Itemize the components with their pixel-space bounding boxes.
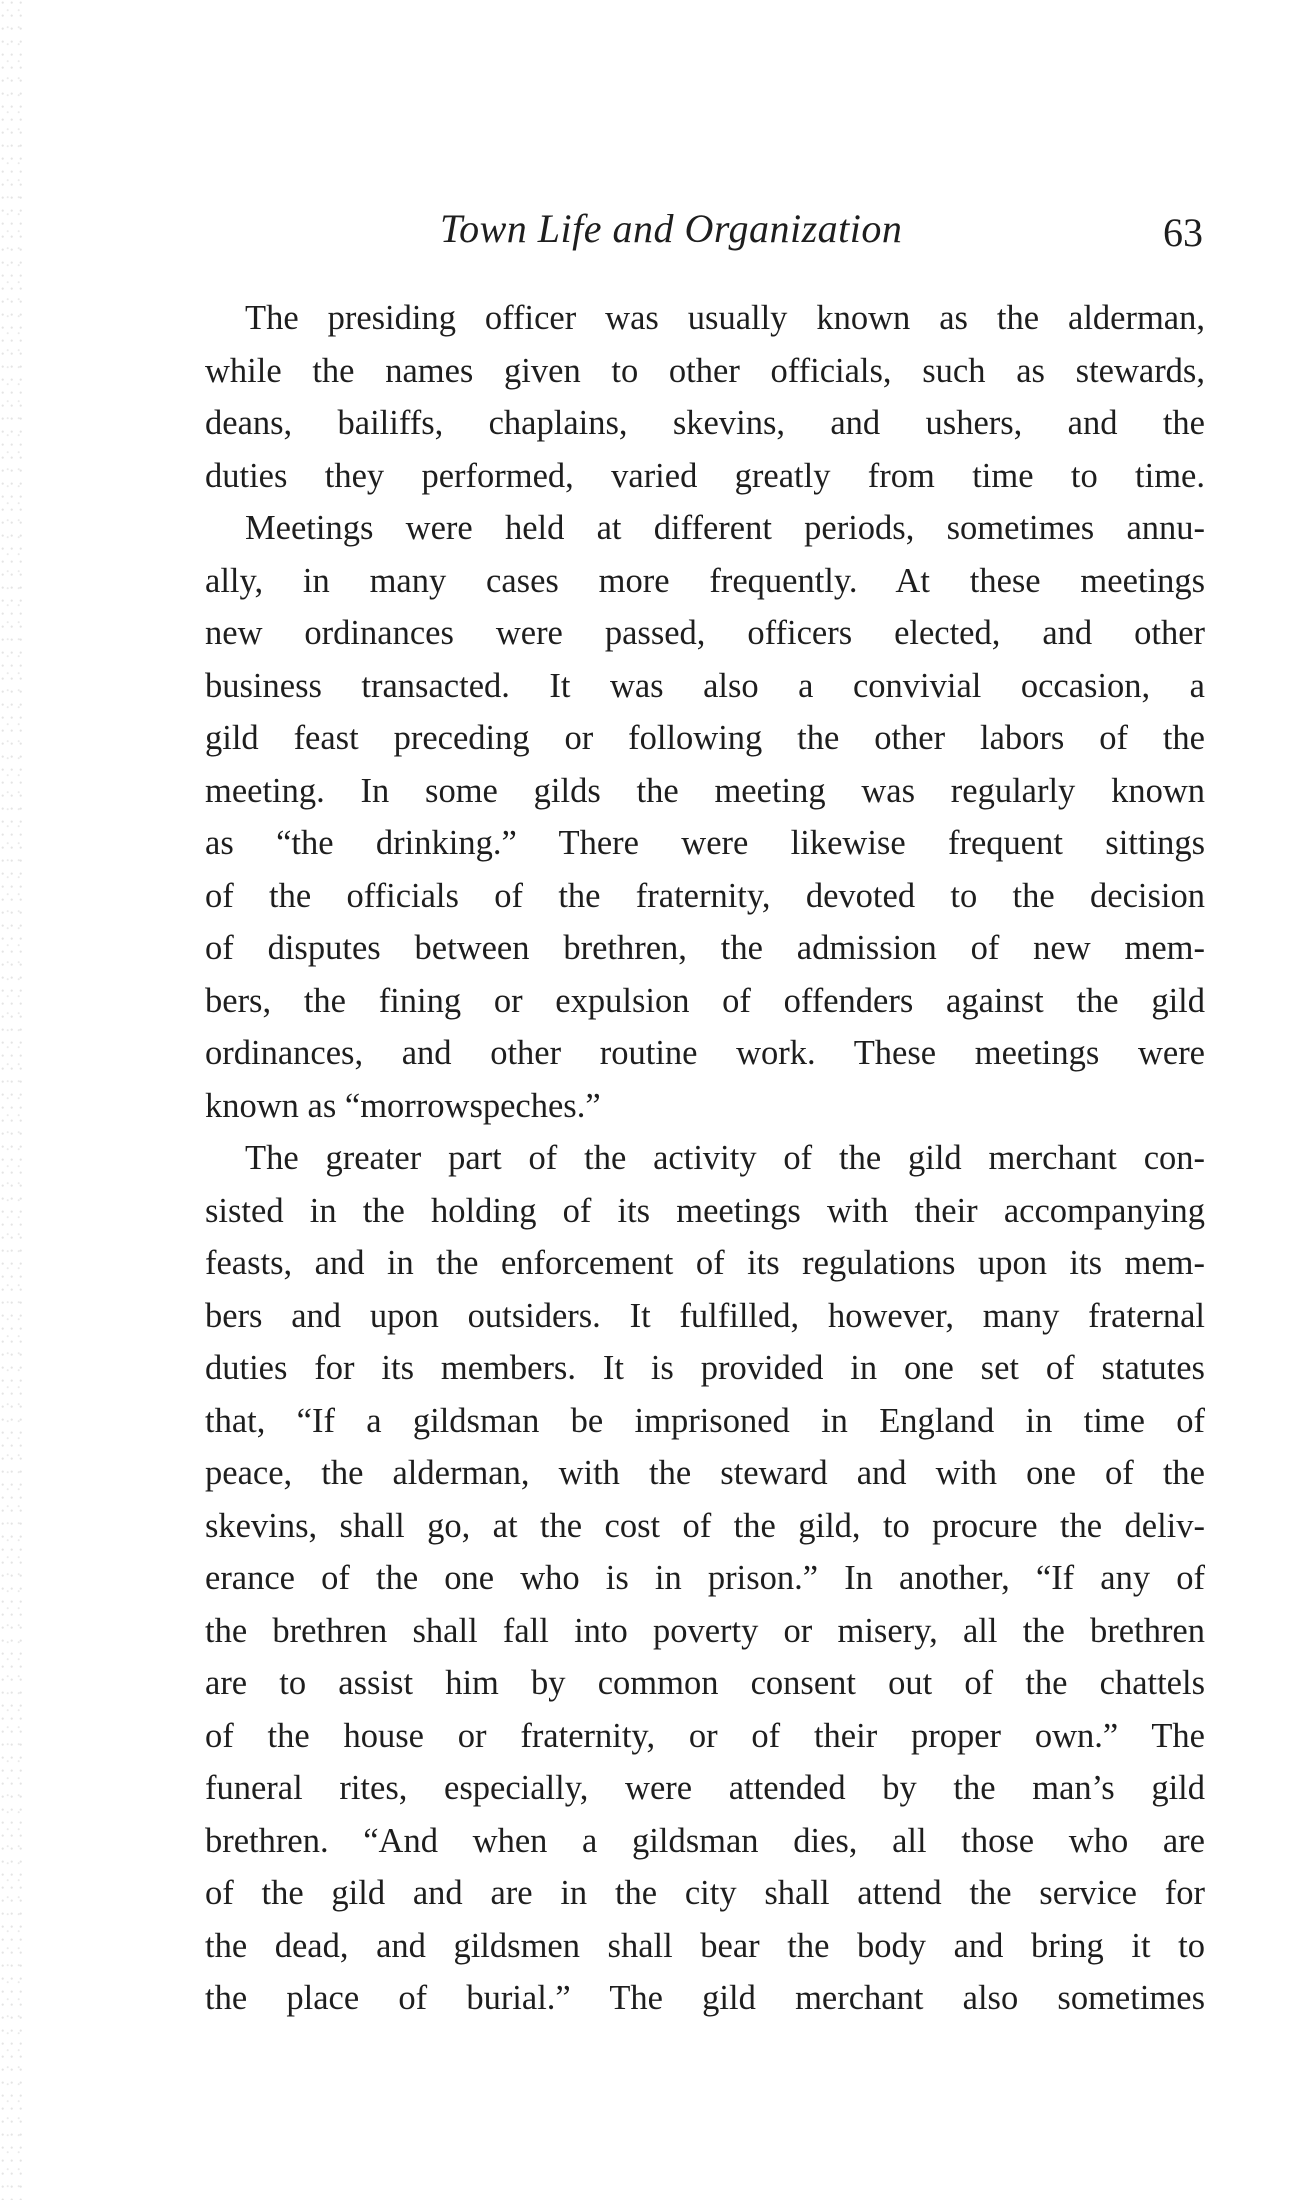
text-line: brethren. “And when a gildsman dies, all those who are: [205, 1821, 1205, 1860]
text-line: as “the drinking.” There were likewise frequent sittings: [205, 824, 1205, 862]
text-line: skevins, shall go, at the cost of the gild, to procure the deliv-: [205, 1506, 1205, 1545]
body-text: [205, 292, 1205, 2025]
text-line: meeting. In some gilds the meeting was regularly known: [205, 771, 1205, 810]
text-line: funeral rites, especially, were attended by the man’s gild: [205, 1769, 1205, 1807]
text-line: peace, the alderman, with the steward and with one of the: [205, 1454, 1205, 1492]
running-title: Town Life and Organization: [440, 206, 903, 251]
scan-edge: [0, 0, 22, 2200]
text-line: ally, in many cases more frequently. At these meetings: [205, 561, 1205, 600]
text-line: new ordinances were passed, officers elected, and other: [205, 614, 1205, 652]
text-line: known as “morrowspeches.”: [205, 1086, 601, 1125]
text-line: The greater part of the activity of the gild merchant con-: [245, 1139, 1205, 1177]
text-line: of the officials of the fraternity, devoted to the decision: [205, 876, 1205, 915]
text-line: feasts, and in the enforcement of its regulations upon its mem-: [205, 1244, 1205, 1282]
text-line: the brethren shall fall into poverty or misery, all the brethren: [205, 1611, 1205, 1650]
text-line: of the house or fraternity, or of their proper own.” The: [205, 1716, 1205, 1755]
running-head: [205, 205, 1205, 265]
text-line: erance of the one who is in prison.” In another, “If any of: [205, 1559, 1205, 1597]
text-line: Meetings were held at different periods, sometimes annu-: [245, 509, 1205, 547]
text-line: duties they performed, varied greatly from time to time.: [205, 456, 1205, 495]
text-line: The presiding officer was usually known as the alderman,: [245, 299, 1205, 337]
text-line: the place of burial.” The gild merchant also sometimes: [205, 1979, 1205, 2017]
text-line: that, “If a gildsman be imprisoned in England in time of: [205, 1401, 1205, 1440]
text-line: bers and upon outsiders. It fulfilled, however, many fraternal: [205, 1296, 1205, 1335]
text-line: are to assist him by common consent out of the chattels: [205, 1664, 1205, 1702]
text-line: of the gild and are in the city shall attend the service for: [205, 1874, 1205, 1912]
text-line: bers, the fining or expulsion of offenders against the gild: [205, 981, 1205, 1020]
text-line: of disputes between brethren, the admission of new mem-: [205, 929, 1205, 967]
text-line: business transacted. It was also a convivial occasion, a: [205, 666, 1205, 705]
text-line: duties for its members. It is provided in one set of statutes: [205, 1349, 1205, 1387]
text-line: the dead, and gildsmen shall bear the body and bring it to: [205, 1926, 1205, 1965]
text-line: ordinances, and other routine work. These meetings were: [205, 1034, 1205, 1072]
text-line: gild feast preceding or following the other labors of the: [205, 719, 1205, 757]
text-line: while the names given to other officials, such as stewards,: [205, 351, 1205, 390]
text-line: sisted in the holding of its meetings with their accompanying: [205, 1191, 1205, 1230]
text-line: deans, bailiffs, chaplains, skevins, and ushers, and the: [205, 404, 1205, 442]
page-number: 63: [1163, 210, 1203, 255]
